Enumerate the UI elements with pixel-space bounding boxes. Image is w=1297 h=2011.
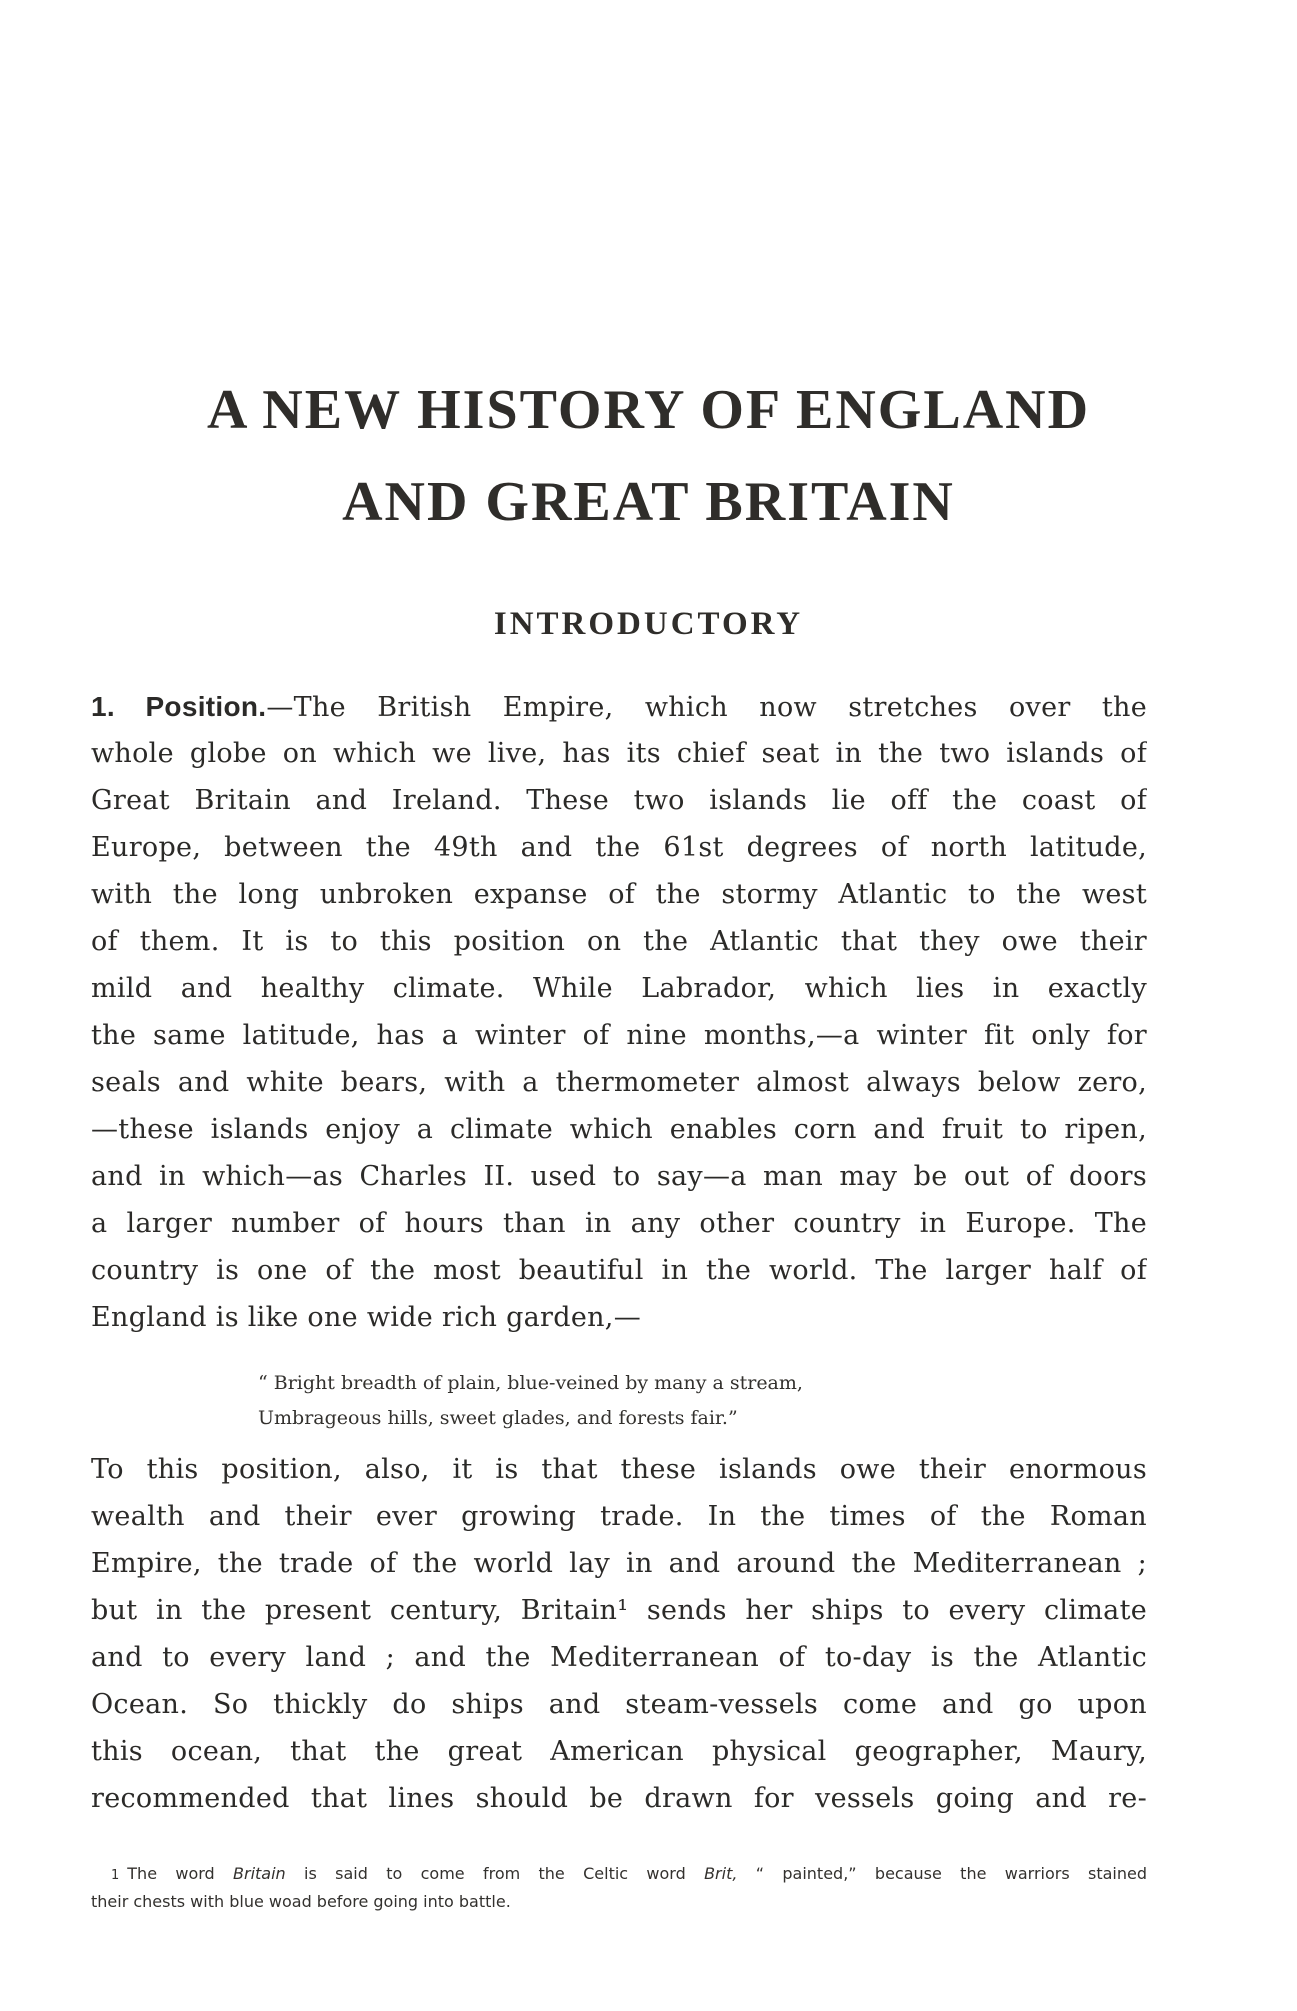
footnote-text: is said to come from the Celtic word (285, 1864, 705, 1883)
paragraph-line: of them. It is to this position on the Atlantic that they owe their (91, 926, 1147, 957)
footnote (91, 1860, 1147, 1916)
section-heading: INTRODUCTORY (493, 606, 804, 642)
paragraph-line: but in the present century, Britain¹ sends her ships to every climate (91, 1595, 1147, 1626)
paragraph-line: the same latitude, has a winter of nine months,—a winter fit only for (91, 1020, 1147, 1051)
paragraph-line: a larger number of hours than in any other country in Europe. The (91, 1208, 1147, 1239)
paragraph-line: and in which—as Charles II. used to say—a man may be out of doors (91, 1161, 1147, 1192)
paragraph-line: Europe, between the 49th and the 61st degrees of north latitude, (91, 832, 1147, 863)
footnote-text: “ painted,” because the warriors stained (737, 1864, 1147, 1883)
paragraph-line: To this position, also, it is that these islands owe their enormous (91, 1454, 1147, 1485)
footnote-text: The word (127, 1864, 234, 1883)
paragraph-trade (91, 1446, 1147, 1822)
paragraph-line: recommended that lines should be drawn for vessels going and re- (91, 1783, 1147, 1814)
footnote-term: Brit, (704, 1864, 738, 1883)
paragraph-line: Ocean. So thickly do ships and steam-vessels come and go upon (91, 1689, 1147, 1720)
run-in-heading: 1. Position. (91, 691, 267, 722)
book-title-line-1: A NEW HISTORY OF ENGLAND (206, 379, 1091, 441)
paragraph-line-text: —The British Empire, which now stretches over the (266, 692, 1147, 723)
paragraph-line: country is one of the most beautiful in the world. The larger half of (91, 1255, 1147, 1286)
paragraph-line: mild and healthy climate. While Labrador, which lies in exactly (91, 973, 1147, 1004)
paragraph-position (91, 683, 1147, 1341)
book-title-line-2: AND GREAT BRITAIN (342, 471, 955, 533)
paragraph-line: with the long unbroken expanse of the stormy Atlantic to the west (91, 879, 1147, 910)
paragraph-line: Great Britain and Ireland. These two islands lie off the coast of (91, 785, 1147, 816)
quote-line: Umbrageous hills, sweet glades, and forests fair.” (258, 1407, 738, 1429)
paragraph-line: wealth and their ever growing trade. In the times of the Roman (91, 1501, 1147, 1532)
footnote-number: 1 (111, 1868, 120, 1883)
footnote-line (91, 1860, 1147, 1888)
paragraph-line: England is like one wide rich garden,— (91, 1302, 641, 1333)
verse-quotation (258, 1366, 1078, 1436)
paragraph-line: seals and white bears, with a thermometer almost always below zero, (91, 1067, 1147, 1098)
paragraph-line: Empire, the trade of the world lay in and around the Mediterranean ; (91, 1548, 1147, 1579)
footnote-term: Britain (233, 1864, 286, 1883)
paragraph-line: whole globe on which we live, has its chief seat in the two islands of (91, 738, 1147, 769)
paragraph-line: —these islands enjoy a climate which enables corn and fruit to ripen, (91, 1114, 1147, 1145)
paragraph-line (91, 683, 1147, 730)
paragraph-line: this ocean, that the great American physical geographer, Maury, (91, 1736, 1147, 1767)
paragraph-line: and to every land ; and the Mediterranean of to-day is the Atlantic (91, 1642, 1147, 1673)
footnote-line: their chests with blue woad before going into battle. (91, 1892, 511, 1911)
quote-line: “ Bright breadth of plain, blue-veined by many a stream, (258, 1372, 803, 1394)
